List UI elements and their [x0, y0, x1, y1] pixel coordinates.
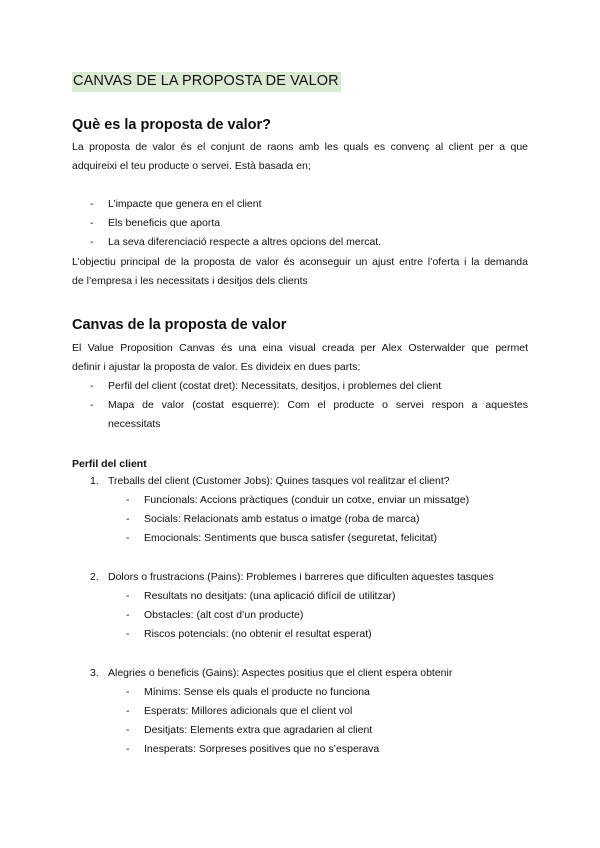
subheading-customer-profile: Perfil del client: [72, 458, 147, 470]
bullet-dash: -: [126, 532, 130, 544]
section-heading-canvas: Canvas de la proposta de valor: [72, 317, 287, 333]
item-number: 1.: [90, 475, 99, 487]
sub-bullet-text: Funcionals: Accions pràctiques (conduir un cotxe, enviar un missatge): [144, 494, 470, 506]
bullet-line: Mapa de valor (costat esquerre): Com el producte o servei respon a aquestes: [108, 399, 528, 411]
paragraph-intro: [72, 138, 528, 176]
bullet-dash: -: [90, 399, 94, 411]
paragraph-objective: [72, 253, 528, 291]
item-label: Dolors o frustracions (Pains): Problemes i barreres que dificulten aquestes tasques: [108, 571, 494, 583]
paragraph-line: L’objectiu principal de la proposta de valor és aconseguir un ajust entre l’oferta i la demanda: [72, 256, 528, 268]
bullet-dash: -: [126, 743, 130, 755]
sub-bullet-text: Resultats no desitjats: (una aplicació difícil de utilitzar): [144, 590, 396, 602]
sub-bullet-text: Riscos potencials: (no obtenir el resultat esperat): [144, 628, 372, 640]
section-heading-value-proposition: Què es la proposta de valor?: [72, 117, 272, 133]
bullet-dash: -: [126, 628, 130, 640]
bullet-item: [72, 396, 528, 434]
sub-bullet-text: Desitjats: Elements extra que agradarien al client: [144, 724, 373, 736]
item-label: Treballs del client (Customer Jobs): Quines tasques vol realitzar el client?: [108, 475, 450, 487]
sub-bullet-text: Esperats: Millores adicionals que el client vol: [144, 705, 353, 717]
document-title: CANVAS DE LA PROPOSTA DE VALOR: [72, 72, 341, 92]
bullet-text: Perfil del client (costat dret): Necessitats, desitjos, i problemes del client: [108, 380, 442, 392]
paragraph-line: de l’empresa i les necessitats i desitjos dels clients: [72, 275, 308, 287]
bullet-dash: -: [126, 724, 130, 736]
sub-bullet-text: Obstacles: (alt cost d’un producte): [144, 609, 304, 621]
paragraph-canvas-intro: [72, 339, 528, 377]
sub-bullet-text: Inesperats: Sorpreses positives que no s’esperava: [144, 743, 380, 755]
bullet-dash: -: [126, 705, 130, 717]
bullet-text: Els beneficis que aporta: [108, 217, 221, 229]
bullet-text: [108, 396, 528, 434]
paragraph-line: definir i ajustar la proposta de valor. Es divideix en dues parts:: [72, 361, 361, 373]
bullet-dash: -: [126, 686, 130, 698]
bullet-text: L’impacte que genera en el client: [108, 198, 262, 210]
bullet-dash: -: [126, 609, 130, 621]
sub-bullet-text: Socials: Relacionats amb estatus o imatge (roba de marca): [144, 513, 420, 525]
bullet-line: necessitats: [108, 418, 161, 430]
bullet-dash: -: [126, 494, 130, 506]
item-label: Alegries o beneficis (Gains): Aspectes positius que el client espera obtenir: [108, 667, 453, 679]
sub-bullet-text: Emocionals: Sentiments que busca satisfer (seguretat, felicitat): [144, 532, 437, 544]
bullet-dash: -: [90, 236, 94, 248]
bullet-dash: -: [126, 590, 130, 602]
paragraph-line: adquireixi el teu producte o servei. Està basada en;: [72, 160, 311, 172]
item-number: 2.: [90, 571, 99, 583]
sub-bullet-text: Mínims: Sense els quals el producte no funciona: [144, 686, 370, 698]
item-number: 3.: [90, 667, 99, 679]
paragraph-line: El Value Proposition Canvas és una eina visual creada per Alex Osterwalder que permet: [72, 342, 528, 354]
paragraph-line: La proposta de valor és el conjunt de raons amb les quals es convenç al client per a que: [72, 141, 528, 153]
bullet-dash: -: [90, 217, 94, 229]
bullet-dash: -: [90, 380, 94, 392]
bullet-text: La seva diferenciació respecte a altres opcions del mercat.: [108, 236, 382, 248]
bullet-dash: -: [126, 513, 130, 525]
bullet-dash: -: [90, 198, 94, 210]
